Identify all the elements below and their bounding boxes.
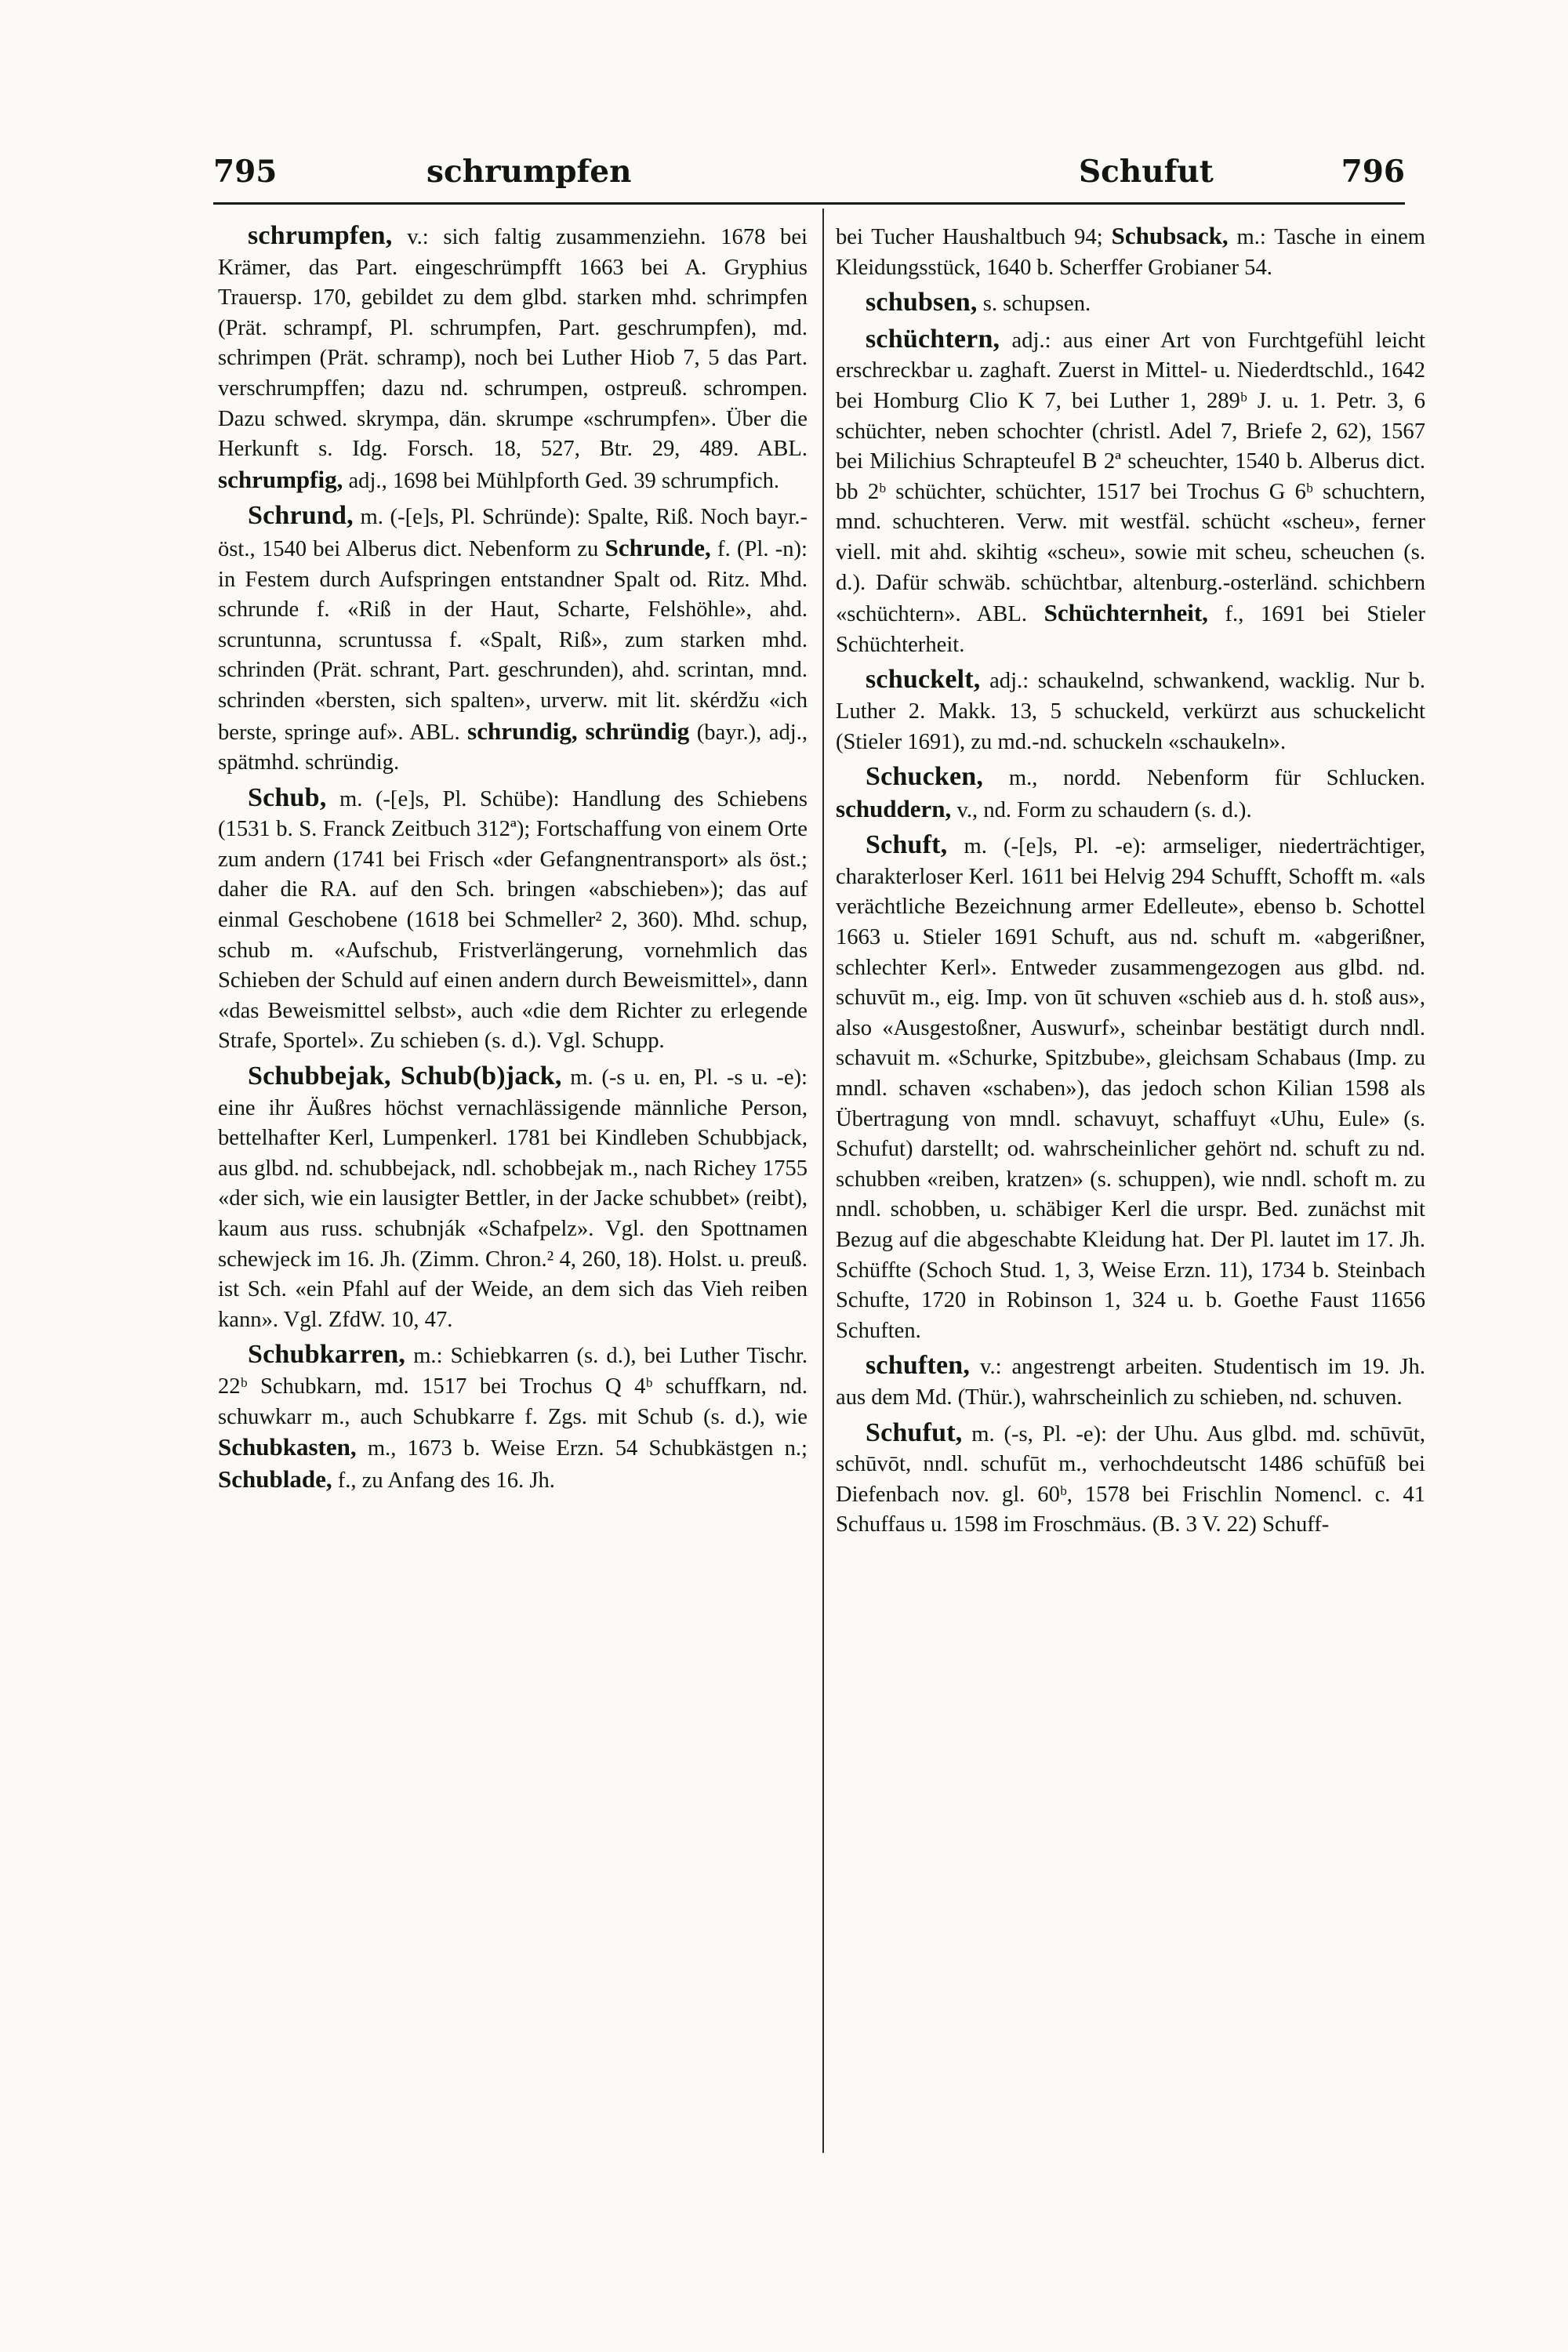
entry-text: m. (-[e]s, Pl. Schübe): Handlung des Schiebens (1531 b. S. Franck Zeitbuch 312ª); Fortschaffung von einem Orte zum andern (1741 bei Frisch «der Gefangnentransport» als öst.; daher die RA. auf den Sch. bringen «abschieben»); das auf einmal Geschobene (1618 bei Schmeller² 2, 360). Mhd. schup, schub m. «Aufschub, Fristverlängerung, vornehmlich das Schieben der Schuld auf einen andern durch Beweismittel», dann «das Beweismittel selbst», auch «die dem Richter zu erlegende Strafe, Sportel». Zu schieben (s. d.). Vgl. Schupp. (218, 786, 808, 1054)
entry-schrund (218, 501, 808, 778)
sub-lemma: schrundig, schründig (467, 717, 690, 745)
running-header (213, 154, 1405, 194)
sub-lemma: Schrunde, (604, 533, 711, 561)
lemma: schuften, (866, 1351, 971, 1381)
entry-schub (218, 783, 808, 1057)
entry-text: adj., 1698 bei Mühlpforth Ged. 39 schrumpfich. (348, 468, 780, 493)
entry-text: m.: Tasche in einem Kleidungsstück, 1640 b. Scherffer Grobianer 54. (836, 225, 1426, 280)
lemma: schubsen, (866, 288, 978, 318)
entry-schubbejak (218, 1062, 808, 1335)
entry-text: s. schupsen. (982, 292, 1091, 317)
lemma: Schucken, (866, 762, 984, 792)
entry-schubsen (836, 288, 1425, 320)
entry-text: (bayr.), adj., spätmhd. schründig. (218, 720, 808, 775)
entry-text: m.: Schiebkarren (s. d.), bei Luther Tischr. 22ᵇ Schubkarn, md. 1517 bei Trochus Q 4ᵇ schuffkarn, nd. schuwkarr m., auch Schubkarre f. Zgs. mit Schub (s. d.), wie (218, 1344, 808, 1429)
entry-text: v.: sich faltig zusammenziehn. 1678 bei Krämer, das Part. eingeschrümpfft 1663 bei A. Gryphius Trauersp. 170, gebildet zu dem glbd. starken mhd. schrimpfen (Prät. schrampf, Pl. schrumpfen, Part. geschrumpfen), md. schrimpen (Prät. schramp), noch bei Luther Hiob 7, 5 das Part. verschrumpffen; dazu nd. schrumpen, ostpreuß. schrompen. Dazu schwed. skrympa, dän. skrumpe «schrumpfen». Über die Herkunft s. Idg. Forsch. 18, 527, Btr. 29, 489. ABL. (218, 225, 808, 462)
entry-text: bei Tucher Haushaltbuch 94; (836, 225, 1103, 249)
lemma: schuckelt, (866, 665, 981, 695)
lemma: Schub, (248, 782, 327, 812)
sub-lemma: schrumpfig, (218, 465, 343, 493)
entry-text: m. (-s, Pl. -e): der Uhu. Aus glbd. md. schūvūt, schūvōt, nndl. schufūt m., verhochdeutscht 1486 schūfūß bei Diefenbach nov. gl. 60ᵇ, 1578 bei Frischlin Nomencl. c. 41 Schuffaus u. 1598 im Froschmäus. (B. 3 V. 22) Schuff- (836, 1421, 1425, 1537)
lemma: Schubkarren, (248, 1340, 406, 1370)
entry-schucken (836, 762, 1425, 826)
right-column (836, 221, 1425, 1545)
entry-schubkarren (218, 1340, 808, 1496)
entry-continuation (836, 221, 1425, 283)
entry-text: adj.: aus einer Art von Furchtgefühl leicht erschreckbar u. zaghaft. Zuerst in Mittel- u. Niederdtschld., 1642 bei Homburg Clio K 7, bei Luther 1, 289ᵇ J. u. 1. Petr. 3, 6 schüchter, neben schochter (christl. Adel 7, Briefe 2, 62), 1567 bei Milichius Schrapteufel B 2ª scheuchter, 1540 b. Alberus dict. bb 2ᵇ schüchter, schüchter, 1517 bei Trochus G 6ᵇ schuchtern, mnd. schuchteren. Verw. mit westfäl. schücht «scheu», ferner viell. mit ahd. skihtig «scheu», sowie mit scheu, scheuchen (s. d.). Dafür schwäb. schüchtbar, altenburg.-osterländ. schichbern «schüchtern». ABL. (836, 328, 1425, 627)
entry-text: m. (-[e]s, Pl. -e): armseliger, niederträchtiger, charakterloser Kerl. 1611 bei Helvig 294 Schufft, Schofft m. «als verächtliche Bezeichnung armer Edelleute», ebenso b. Schottel 1663 u. Stieler 1691 Schuft, aus nd. schuft m. «abgerißner, schlechter Kerl». Entweder zusammengezogen aus glbd. nd. schuvūt m., eig. Imp. von ūt schuven «schieb aus d. h. stoß aus», also «Ausgestoßner, Auswurf», scheinbar bestätigt durch nndl. schavuit m. «Schurke, Spitzbube», gleichsam Schabaus (Imp. zu mndl. schaven «schaben»), das jedoch schon Kilian 1598 als Übertragung von mndl. schavuyt, schaffuyt «Uhu, Eule» (s. Schufut) darstellt; od. wahrscheinlicher gehört nd. schuft zu nd. schubben «reiben, kratzen» (s. schuppen), wie nndl. schoft m. zu nndl. schobben, u. schäbiger Kerl die urspr. Bed. zunächst mit Bezug auf die abgeschabte Kleidung hat. Der Pl. lautet im 17. Jh. Schüffte (Schoch Stud. 1, 3, Weise Erzn. 11), 1734 b. Steinbach Schufte, 1720 in Robinson 1, 324 u. b. Goethe Faust 11656 Schuften. (836, 834, 1425, 1343)
entry-schuechtern (836, 325, 1425, 661)
header-rule (213, 202, 1405, 205)
entry-schuft (836, 830, 1425, 1346)
entry-text: f., zu Anfang des 16. Jh. (337, 1468, 555, 1493)
entry-text: m., 1673 b. Weise Erzn. 54 Schubkästgen n.; (367, 1436, 808, 1461)
entry-text: m. (-s u. en, Pl. -s u. -e): eine ihr Äußres höchst vernachlässigende männliche Person, bettelhafter Kerl, Lumpenkerl. 1781 bei Kindleben Schubbjack, aus glbd. nd. schubbejack, ndl. schobbejak m., nach Richey 1755 «der sich, wie ein lausigter Bettler, in der Jacke schubbet» (reibt), kaum aus russ. schubnják «Schafpelz». Vgl. den Spottnamen schewjeck im 16. Jh. (Zimm. Chron.² 4, 260, 18). Holst. u. preuß. ist Sch. «ein Pfahl auf der Weide, an dem sich das Vieh reiben kann». Vgl. ZfdW. 10, 47. (218, 1065, 808, 1332)
lemma: schrumpfen, (248, 221, 393, 250)
entry-text: adj.: schaukelnd, schwankend, wacklig. Nur b. Luther 2. Makk. 13, 5 schuckeld, verkürzt aus schuckelicht (Stieler 1691), zu md.-nd. schuckeln «schaukeln». (836, 669, 1425, 754)
entry-text: f., 1691 bei Stieler Schüchterheit. (836, 602, 1426, 657)
entry-schrumpfen (218, 221, 808, 496)
entry-text: m., nordd. Nebenform für Schlucken. (1008, 766, 1425, 791)
sub-lemma: Schubsack, (1111, 222, 1229, 249)
entry-text: v.: angestrengt arbeiten. Studentisch im 19. Jh. aus dem Md. (Thür.), wahrscheinlich zu schieben, nd. schuven. (836, 1355, 1425, 1410)
page-number-right: 796 (1341, 154, 1405, 190)
lemma: Schubbejak, Schub(b)jack, (248, 1062, 562, 1091)
lemma: Schufut, (866, 1417, 963, 1447)
entry-text: f. (Pl. -n): in Festem durch Aufspringen entstandner Spalt od. Ritz. Mhd. schrunde f. «Riß in der Haut, Scharte, Felshöhle», ahd. scruntunna, scruntussa f. «Spalt, Riß», zum starken mhd. schrinden (Prät. schrant, Part. geschrunden), ahd. scrintan, mnd. schrinden «bersten, sich spalten», urverw. mit lit. skérdžu «ich berste, springe auf». ABL. (218, 536, 808, 745)
entry-schuften (836, 1351, 1425, 1413)
entry-text: v., nd. Form zu schaudern (s. d.). (956, 797, 1252, 822)
entry-schufut (836, 1418, 1425, 1541)
column-divider (822, 209, 824, 2153)
entry-text: m. (-[e]s, Pl. Schründe): Spalte, Riß. Noch bayr.-öst., 1540 bei Alberus dict. Nebenform zu (218, 505, 808, 561)
left-column (218, 221, 808, 1501)
sub-lemma: Schubkasten, (218, 1433, 357, 1461)
lemma: Schuft, (866, 830, 948, 860)
lemma: Schrund, (248, 501, 354, 531)
page-number-left: 795 (213, 154, 278, 190)
headword-left: schrumpfen (426, 154, 632, 190)
sub-lemma: Schublade, (218, 1465, 332, 1493)
sub-lemma: schuddern, (836, 794, 952, 822)
sub-lemma: Schüchternheit, (1044, 599, 1208, 627)
entry-schuckelt (836, 665, 1425, 757)
lemma: schüchtern, (866, 324, 1000, 354)
headword-right: Schufut (1079, 154, 1214, 190)
